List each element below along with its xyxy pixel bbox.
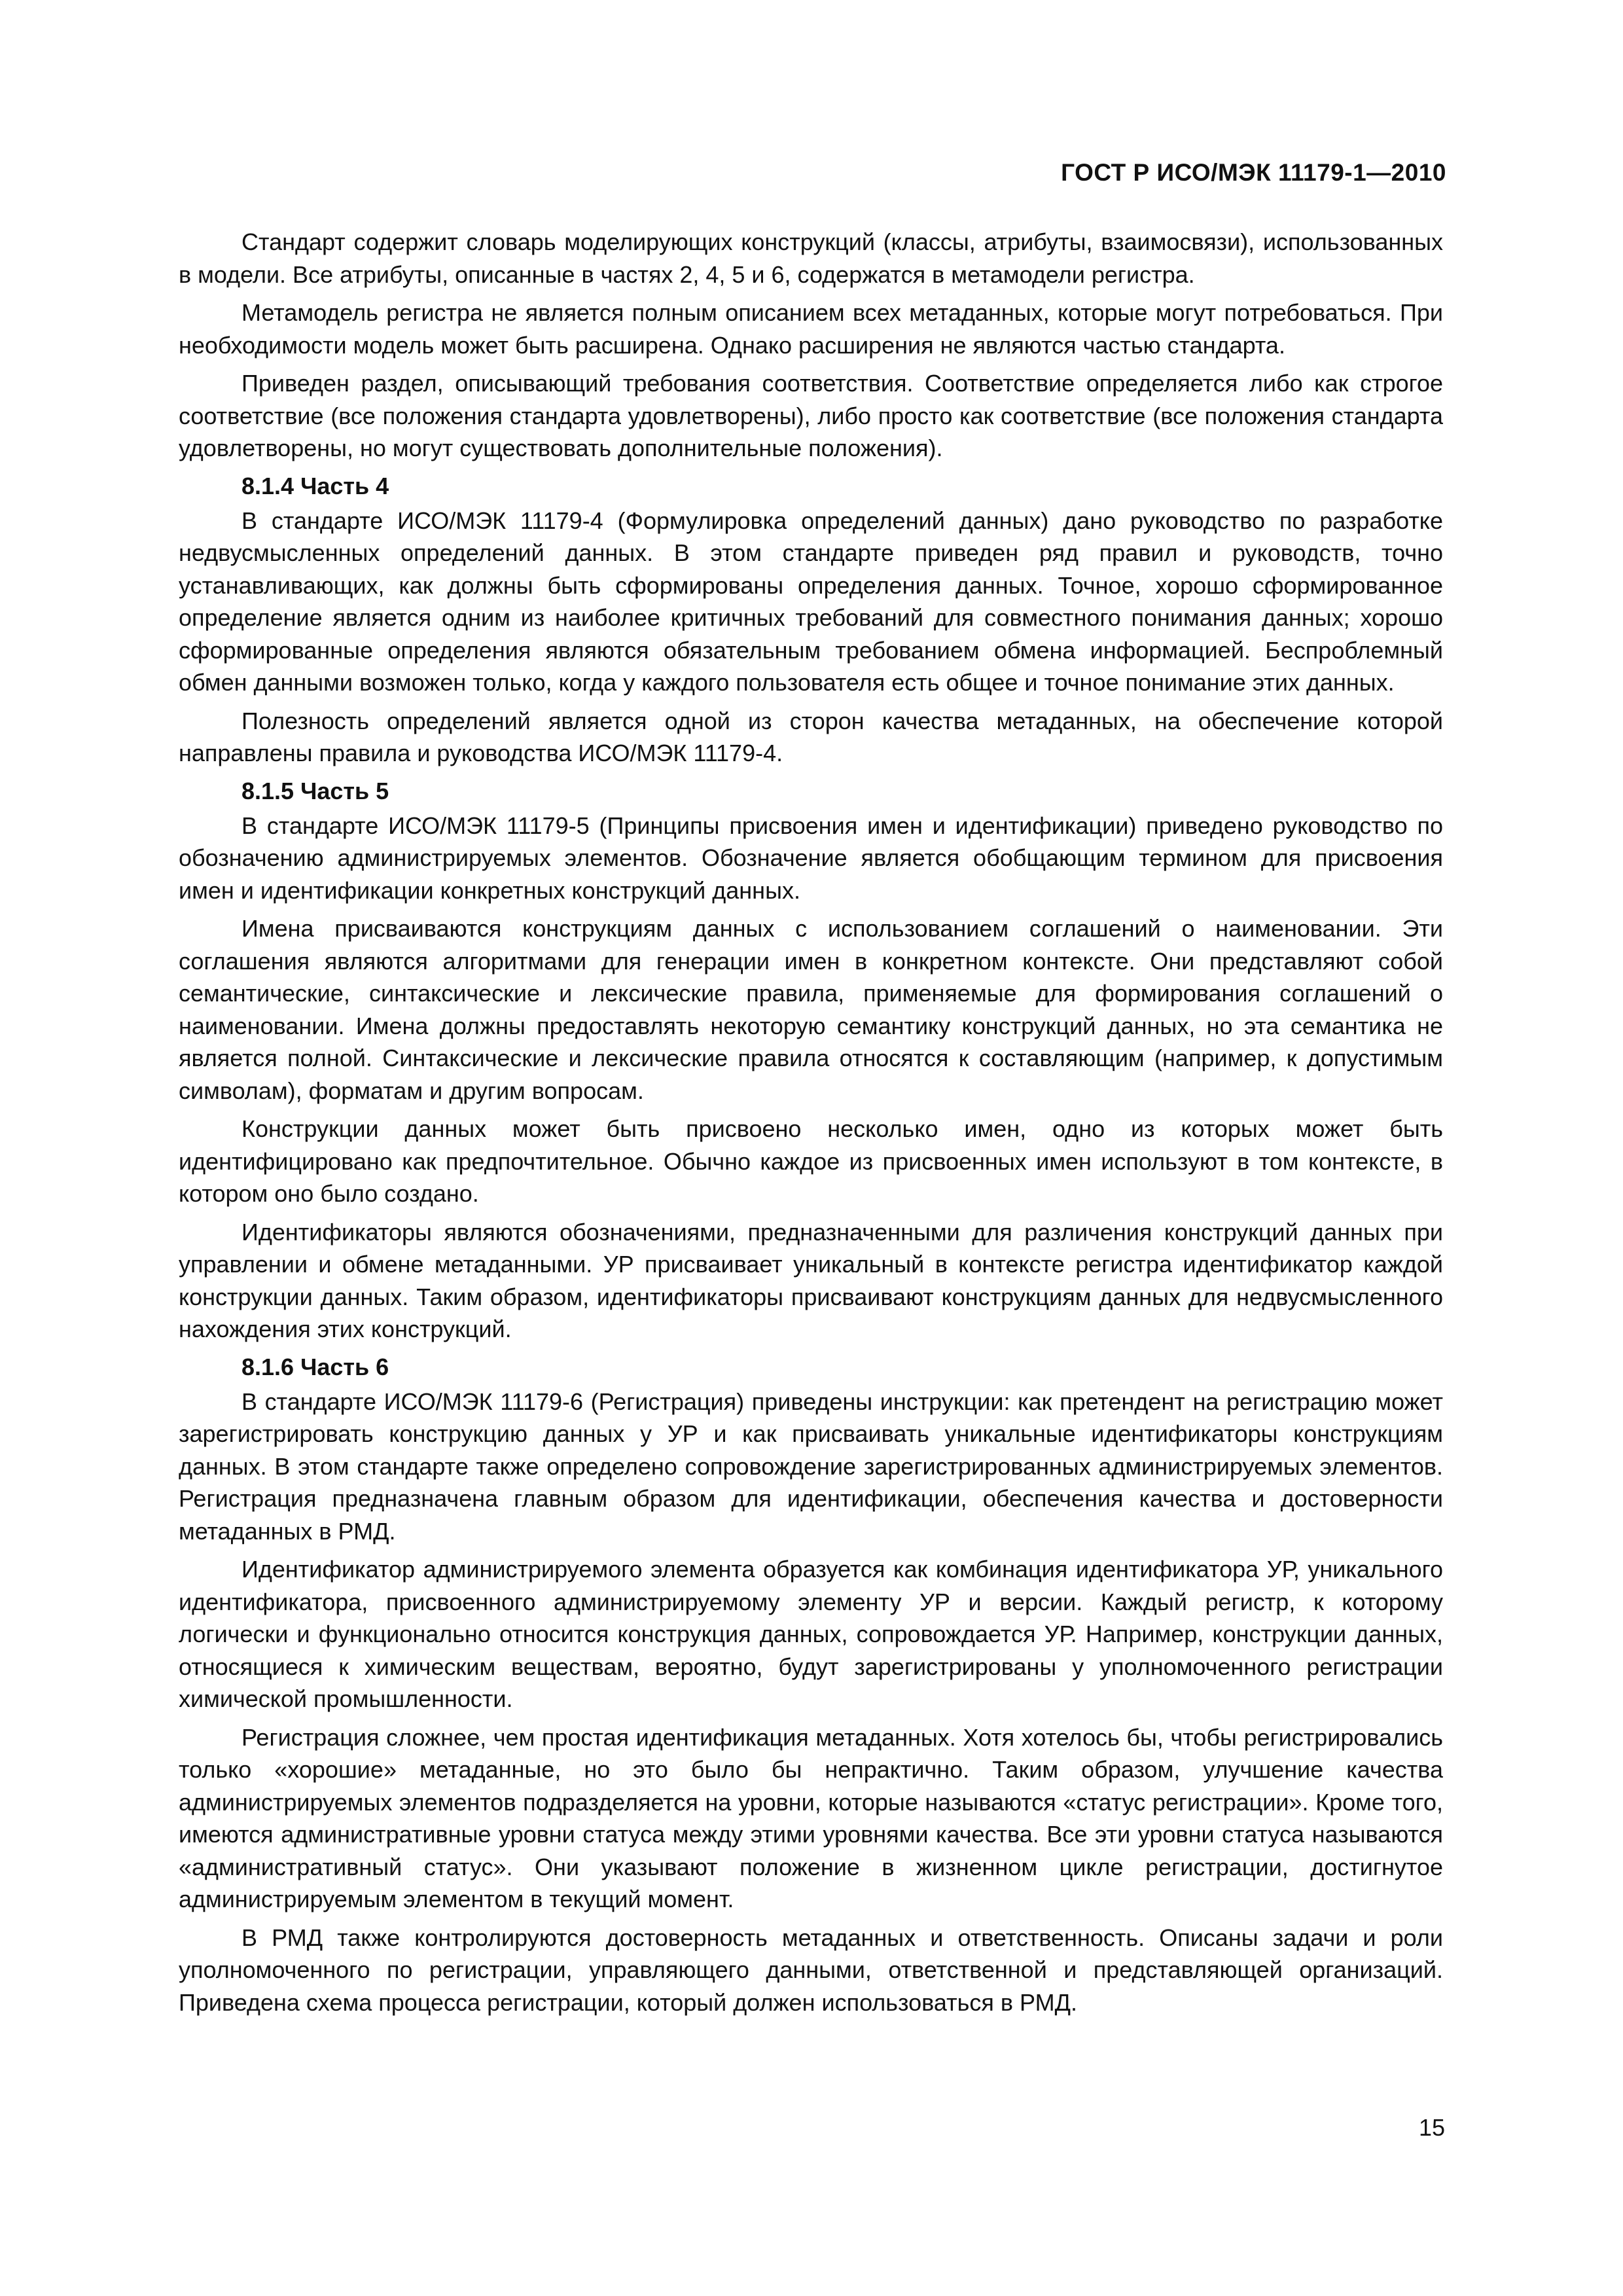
section-heading-8-1-5: 8.1.5 Часть 5 <box>241 777 389 804</box>
paragraph: В стандарте ИСО/МЭК 11179-6 (Регистрация) приведены инструкции: как претендент на регистрацию может зарегистрировать конструкцию данных у УР и как присваивать уникальные идентификаторы конструкциям данных. В этом стандарте также определено сопровождение зарегистрированных администрируемых элементов. Регистрация предназначена главным образом для идентификации, обеспечения качества и достоверности метаданных в РМД. <box>179 1388 1443 1545</box>
paragraph: Имена присваиваются конструкциям данных с использованием соглашений о наименовании. Эти соглашения являются алгоритмами для генерации имен в конкретном контексте. Они представляют собой семантические, синтаксические и лексические правила, применяемые для формирования соглашений о наименовании. Имена должны предоставлять некоторую семантику конструкций данных, но эта семантика не является полной. Синтаксические и лексические правила относятся к составляющим (например, к допустимым символам), форматам и другим вопросам. <box>179 915 1443 1104</box>
paragraph: В стандарте ИСО/МЭК 11179-4 (Формулировка определений данных) дано руководство по разработке недвусмысленных определений данных. В этом стандарте приведен ряд правил и руководств, точно устанавливающих, как должны быть сформированы определения данных. Точное, хорошо сформированное определение является одним из наиболее критичных требований для совместного понимания данных; хорошо сформированные определения являются обязательным требованием обмена информацией. Беспроблемный обмен данными возможен только, когда у каждого пользователя есть общее и точное понимание этих данных. <box>179 507 1443 696</box>
paragraph: В стандарте ИСО/МЭК 11179-5 (Принципы присвоения имен и идентификации) приведено руководство по обозначению администрируемых элементов. Обозначение является обобщающим термином для присвоения имен и идентификации конкретных конструкций данных. <box>179 812 1443 904</box>
document-body <box>179 226 1443 2024</box>
paragraph: Идентификаторы являются обозначениями, предназначенными для различения конструкций данных при управлении и обмене метаданными. УР присваивает уникальный в контексте регистра идентификатор каждой конструкции данных. Таким образом, идентификаторы присваивают конструкциям данных для недвусмысленного нахождения этих конструкций. <box>179 1218 1443 1342</box>
paragraph: Регистрация сложнее, чем простая идентификация метаданных. Хотя хотелось бы, чтобы регистрировались только «хорошие» метаданные, но это было бы непрактично. Таким образом, улучшение качества администрируемых элементов подразделяется на уровни, которые называются «статус регистрации». Кроме того, имеются административные уровни статуса между этими уровнями качества. Все эти уровни статуса называются «административный статус». Они указывают положение в жизненном цикле регистрации, достигнутое администрируемым элементом в текущий момент. <box>179 1723 1443 1912</box>
standard-code-header: ГОСТ Р ИСО/МЭК 11179-1—2010 <box>1061 159 1446 186</box>
page-number: 15 <box>1418 2114 1445 2141</box>
paragraph: В РМД также контролируются достоверность метаданных и ответственность. Описаны задачи и роли уполномоченного по регистрации, управляющего данными, ответственной и представляющей организаций. Приведена схема процесса регистрации, который должен использоваться в РМД. <box>179 1924 1443 2016</box>
paragraph: Метамодель регистра не является полным описанием всех метаданных, которые могут потребоваться. При необходимости модель может быть расширена. Однако расширения не являются частью стандарта. <box>179 299 1443 359</box>
section-heading-8-1-4: 8.1.4 Часть 4 <box>241 472 389 499</box>
paragraph: Приведен раздел, описывающий требования соответствия. Соответствие определяется либо как строгое соответствие (все положения стандарта удовлетворены), либо просто как соответствие (все положения стандарта удовлетворены, но могут существовать дополнительные положения). <box>179 370 1443 461</box>
section-heading-8-1-6: 8.1.6 Часть 6 <box>241 1353 389 1380</box>
paragraph: Конструкции данных может быть присвоено несколько имен, одно из которых может быть идентифицировано как предпочтительное. Обычно каждое из присвоенных имен используют в том контексте, в котором оно было создано. <box>179 1115 1443 1207</box>
paragraph: Стандарт содержит словарь моделирующих конструкций (классы, атрибуты, взаимосвязи), использованных в модели. Все атрибуты, описанные в частях 2, 4, 5 и 6, содержатся в метамодели регистра. <box>179 228 1443 288</box>
paragraph: Полезность определений является одной из сторон качества метаданных, на обеспечение которой направлены правила и руководства ИСО/МЭК 11179-4. <box>179 707 1443 766</box>
paragraph: Идентификатор администрируемого элемента образуется как комбинация идентификатора УР, уникального идентификатора, присвоенного администрируемому элементу УР и версии. Каждый регистр, к которому логически и функционально относится конструкция данных, сопровождается УР. Например, конструкции данных, относящиеся к химическим веществам, вероятно, будут зарегистрированы у уполномоченного регистрации химической промышленности. <box>179 1556 1443 1712</box>
